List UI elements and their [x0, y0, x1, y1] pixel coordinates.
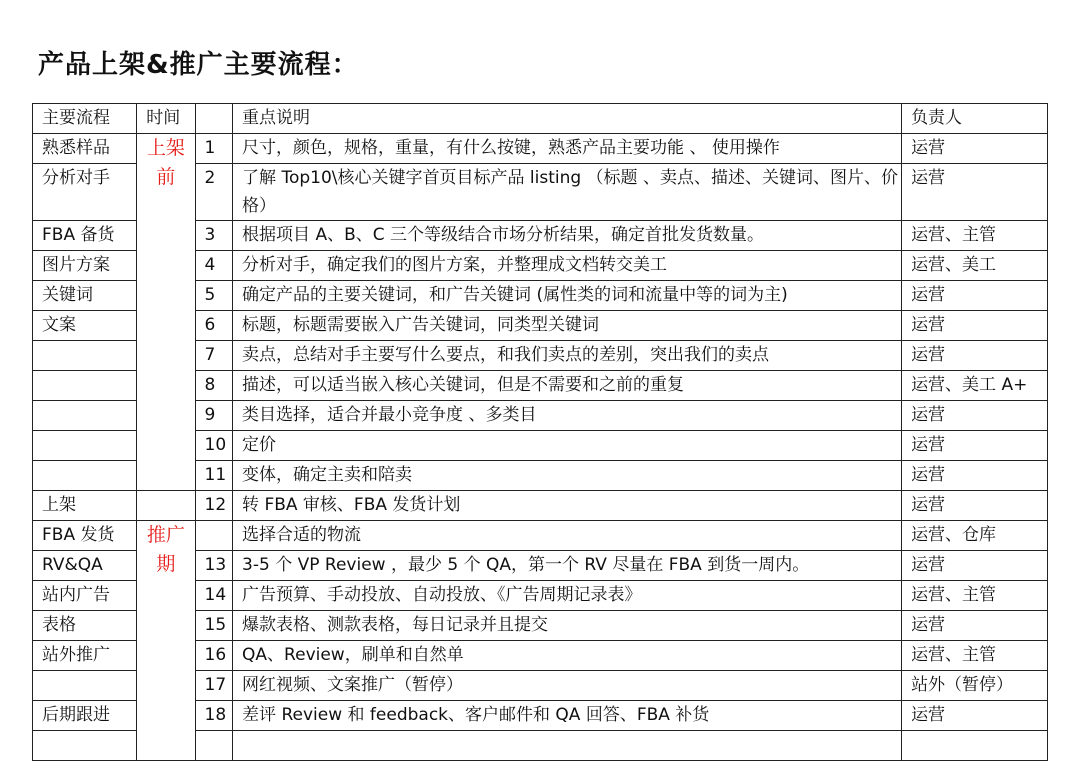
number-cell: 6	[195, 311, 233, 341]
description-cell: 了解 Top10\核心关键字首页目标产品 listing （标题 、卖点、描述、关键词、图片、价格）	[233, 164, 902, 221]
owner-cell: 运营	[902, 164, 1048, 221]
header-owner: 负责人	[902, 104, 1048, 134]
process-cell: 图片方案	[33, 251, 137, 281]
number-cell: 12	[195, 491, 233, 521]
description-cell: 差评 Review 和 feedback、客户邮件和 QA 回答、FBA 补货	[233, 701, 902, 731]
time-cell-promotion	[137, 521, 195, 761]
description-cell: 网红视频、文案推广（暂停）	[233, 671, 902, 701]
owner-cell: 运营、主管	[902, 581, 1048, 611]
process-table	[32, 103, 1048, 761]
description-cell: 定价	[233, 431, 902, 461]
time-label-line2: 期	[156, 553, 176, 575]
process-cell: 上架	[33, 491, 137, 521]
description-cell: 描述，可以适当嵌入核心关键词，但是不需要和之前的重复	[233, 371, 902, 401]
process-cell	[33, 341, 137, 371]
description-cell: 3-5 个 VP Review ，最少 5 个 QA，第一个 RV 尽量在 FBA 到货一周内。	[233, 551, 902, 581]
table-header-row	[33, 104, 1048, 134]
process-cell	[33, 401, 137, 431]
owner-cell: 运营	[902, 491, 1048, 521]
process-cell	[33, 731, 137, 761]
owner-cell: 运营	[902, 431, 1048, 461]
time-label-line1: 推广	[146, 524, 185, 546]
description-cell: 卖点，总结对手主要写什么要点，和我们卖点的差别，突出我们的卖点	[233, 341, 902, 371]
time-cell-empty	[137, 491, 195, 521]
number-cell: 15	[195, 611, 233, 641]
header-process: 主要流程	[33, 104, 137, 134]
table-row	[33, 491, 1048, 521]
process-cell: 站内广告	[33, 581, 137, 611]
time-label-line1: 上架	[146, 137, 185, 159]
number-cell: 18	[195, 701, 233, 731]
number-cell: 11	[195, 461, 233, 491]
description-cell: QA、Review，刷单和自然单	[233, 641, 902, 671]
owner-cell: 运营、仓库	[902, 521, 1048, 551]
owner-cell: 运营	[902, 611, 1048, 641]
number-cell: 17	[195, 671, 233, 701]
owner-cell: 站外（暂停）	[902, 671, 1048, 701]
process-cell: 关键词	[33, 281, 137, 311]
number-cell	[195, 521, 233, 551]
table-body	[33, 134, 1048, 761]
process-cell	[33, 371, 137, 401]
process-cell: FBA 发货	[33, 521, 137, 551]
description-cell: 变体，确定主卖和陪卖	[233, 461, 902, 491]
owner-cell: 运营	[902, 134, 1048, 164]
owner-cell: 运营	[902, 551, 1048, 581]
process-cell: 后期跟进	[33, 701, 137, 731]
owner-cell: 运营	[902, 401, 1048, 431]
owner-cell: 运营、主管	[902, 641, 1048, 671]
description-cell	[233, 731, 902, 761]
number-cell: 5	[195, 281, 233, 311]
owner-cell	[902, 731, 1048, 761]
process-cell: RV&QA	[33, 551, 137, 581]
page-title: 产品上架&推广主要流程：	[38, 50, 359, 80]
description-cell: 分析对手，确定我们的图片方案，并整理成文档转交美工	[233, 251, 902, 281]
number-cell: 2	[195, 164, 233, 221]
number-cell	[195, 731, 233, 761]
owner-cell: 运营、美工	[902, 251, 1048, 281]
process-cell	[33, 671, 137, 701]
process-cell: 分析对手	[33, 164, 137, 221]
owner-cell: 运营	[902, 281, 1048, 311]
description-cell: 标题，标题需要嵌入广告关键词，同类型关键词	[233, 311, 902, 341]
description-cell: 根据项目 A、B、C 三个等级结合市场分析结果，确定首批发货数量。	[233, 221, 902, 251]
header-description: 重点说明	[233, 104, 902, 134]
description-cell: 确定产品的主要关键词，和广告关键词 (属性类的词和流量中等的词为主)	[233, 281, 902, 311]
description-cell: 尺寸，颜色，规格，重量，有什么按键，熟悉产品主要功能 、 使用操作	[233, 134, 902, 164]
number-cell: 1	[195, 134, 233, 164]
owner-cell: 运营	[902, 341, 1048, 371]
process-cell	[33, 461, 137, 491]
process-cell: 表格	[33, 611, 137, 641]
description-cell: 转 FBA 审核、FBA 发货计划	[233, 491, 902, 521]
process-cell: 熟悉样品	[33, 134, 137, 164]
number-cell: 13	[195, 551, 233, 581]
number-cell: 3	[195, 221, 233, 251]
owner-cell: 运营、主管	[902, 221, 1048, 251]
number-cell: 7	[195, 341, 233, 371]
number-cell: 16	[195, 641, 233, 671]
number-cell: 10	[195, 431, 233, 461]
description-cell: 广告预算、手动投放、自动投放、《广告周期记录表》	[233, 581, 902, 611]
time-label-line2: 前	[156, 166, 176, 188]
owner-cell: 运营	[902, 701, 1048, 731]
header-time: 时间	[137, 104, 195, 134]
time-cell-before-listing	[137, 134, 195, 491]
number-cell: 14	[195, 581, 233, 611]
description-cell: 选择合适的物流	[233, 521, 902, 551]
owner-cell: 运营、美工 A+	[902, 371, 1048, 401]
process-cell: 文案	[33, 311, 137, 341]
owner-cell: 运营	[902, 461, 1048, 491]
process-cell: FBA 备货	[33, 221, 137, 251]
table-row	[33, 134, 1048, 164]
description-cell: 类目选择，适合并最小竞争度 、多类目	[233, 401, 902, 431]
process-cell: 站外推广	[33, 641, 137, 671]
owner-cell: 运营	[902, 311, 1048, 341]
header-number	[195, 104, 233, 134]
process-cell	[33, 431, 137, 461]
table-row	[33, 521, 1048, 551]
description-cell: 爆款表格、测款表格，每日记录并且提交	[233, 611, 902, 641]
number-cell: 9	[195, 401, 233, 431]
number-cell: 4	[195, 251, 233, 281]
number-cell: 8	[195, 371, 233, 401]
